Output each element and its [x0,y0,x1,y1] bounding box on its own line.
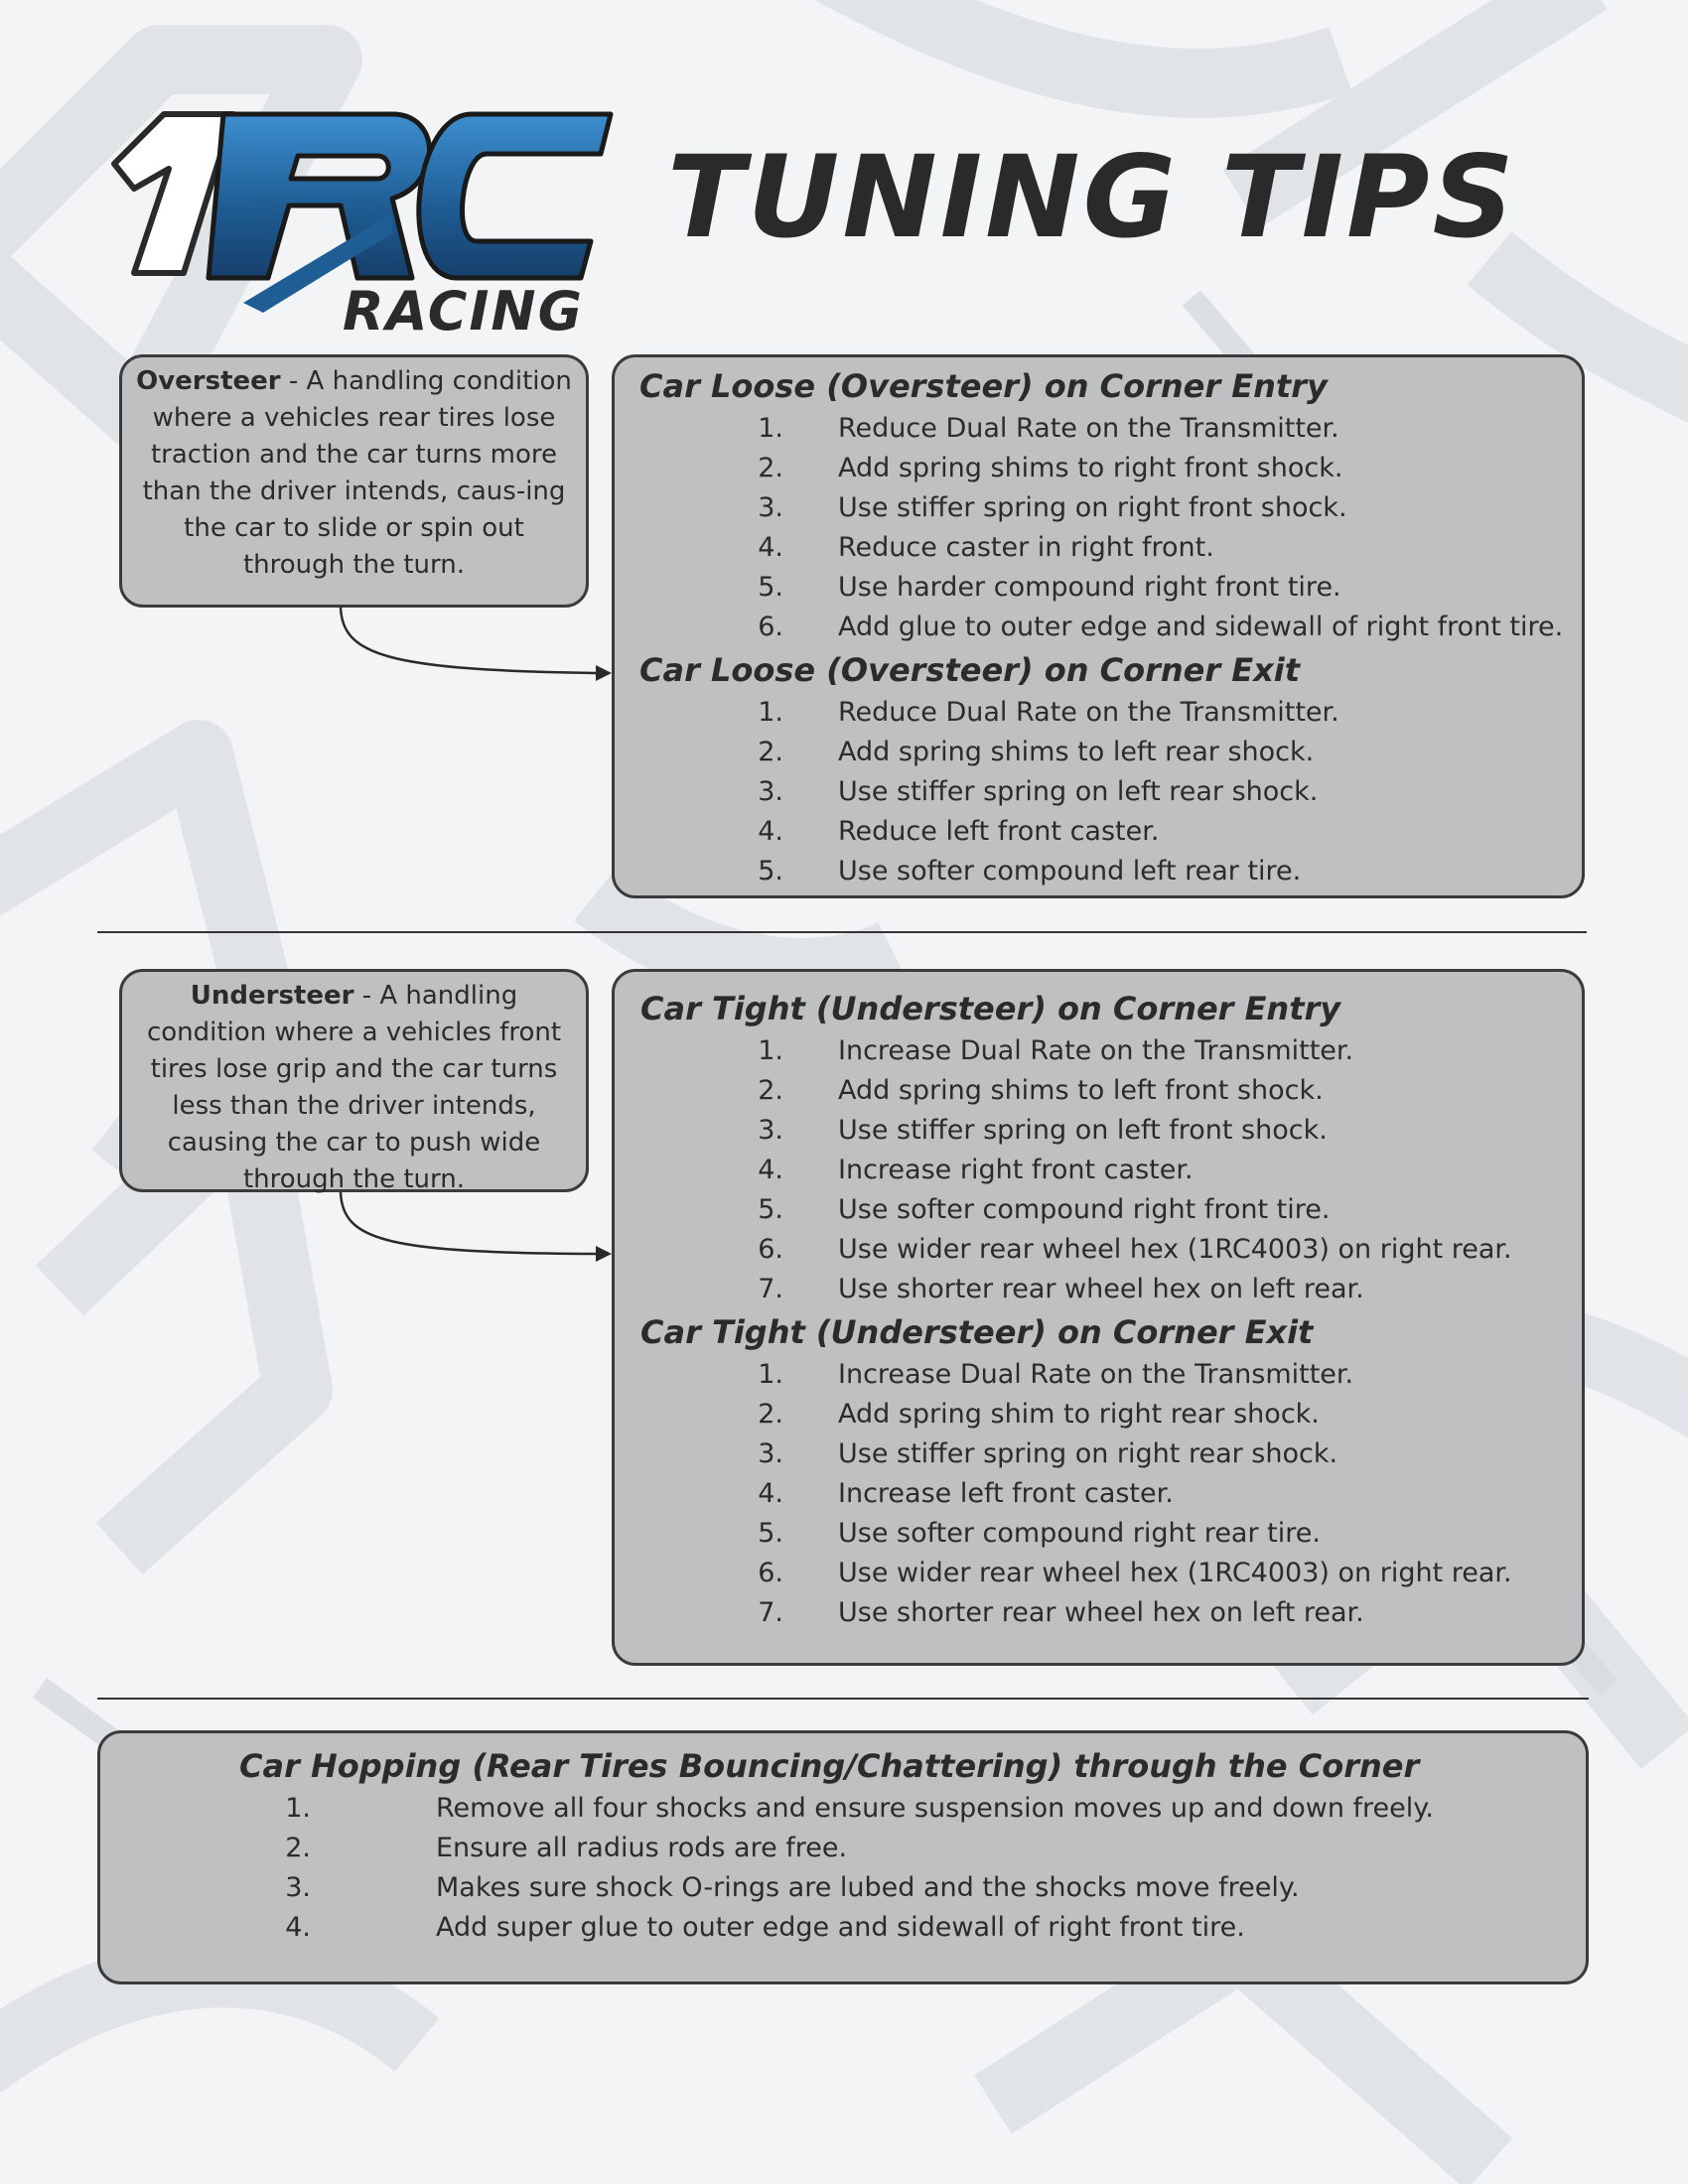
oversteer-exit-steps [615,693,1588,891]
list-item [615,1355,1588,1395]
understeer-entry-section [640,988,1340,1029]
step-text: Use stiffer spring on right front shock. [838,492,1347,523]
step-text: Add spring shims to left rear shock. [838,737,1315,767]
step-number: 3. [758,492,783,523]
understeer-definition-text: - A handling condition where a vehicles front tires lose grip and the car turns less than the driver intends, causing the car to push wide through the turn. [146,981,562,1194]
step-text: Use wider rear wheel hex (1RC4003) on right rear. [838,1558,1512,1588]
understeer-exit-steps [615,1355,1588,1633]
list-item [615,1031,1588,1071]
step-number: 1. [285,1793,311,1824]
step-text: Add spring shims to left front shock. [838,1075,1324,1106]
understeer-term: Understeer [190,981,354,1011]
step-text: Ensure all radius rods are free. [436,1833,848,1863]
section-title: Car Tight (Understeer) on Corner Exit [640,1313,1314,1351]
step-text: Add spring shims to right front shock. [838,453,1343,483]
step-number: 5. [758,1518,783,1549]
list-item [615,528,1588,568]
step-number: 4. [758,1478,783,1509]
step-number: 3. [758,1438,783,1469]
list-item [100,1829,1592,1868]
step-text: Use wider rear wheel hex (1RC4003) on right rear. [838,1234,1512,1265]
list-item [100,1789,1592,1829]
step-number: 7. [758,1597,783,1628]
step-text: Use stiffer spring on left rear shock. [838,776,1319,807]
section-title: Car Hopping (Rear Tires Bouncing/Chattering) through the Corner [239,1747,1420,1785]
understeer-definition [122,972,586,1198]
step-number: 2. [285,1833,311,1863]
list-item [615,1151,1588,1190]
list-item [615,1474,1588,1514]
oversteer-exit-section [639,649,1300,691]
step-number: 1. [758,413,783,444]
step-number: 5. [758,1194,783,1225]
step-number: 2. [758,453,783,483]
oversteer-entry-steps [615,409,1588,647]
oversteer-term: Oversteer [136,366,281,396]
step-text: Increase left front caster. [838,1478,1174,1509]
step-text: Add glue to outer edge and sidewall of right front tire. [838,612,1564,642]
step-text: Reduce Dual Rate on the Transmitter. [838,697,1339,728]
list-item [615,1395,1588,1434]
list-item [615,568,1588,608]
list-item [615,1111,1588,1151]
step-text: Makes sure shock O-rings are lubed and the shocks move freely. [436,1872,1300,1903]
oversteer-tips-box [612,354,1585,898]
logo-racing-text: RACING [343,280,584,342]
hopping-tips-box [97,1730,1589,1984]
understeer-definition-box [119,969,589,1192]
list-item [615,1554,1588,1593]
step-number: 3. [758,1115,783,1146]
list-item [615,488,1588,528]
step-number: 4. [758,816,783,847]
hopping-section [239,1745,1419,1787]
list-item [615,1593,1588,1633]
step-number: 5. [758,856,783,887]
step-number: 3. [758,776,783,807]
step-number: 6. [758,612,783,642]
step-text: Add spring shim to right rear shock. [838,1399,1320,1430]
step-text: Use softer compound left rear tire. [838,856,1302,887]
step-text: Use shorter rear wheel hex on left rear. [838,1597,1364,1628]
oversteer-definition [122,357,586,584]
step-number: 1. [758,1359,783,1390]
list-item [100,1868,1592,1908]
section-title: Car Loose (Oversteer) on Corner Entry [639,367,1328,405]
step-text: Increase right front caster. [838,1155,1194,1185]
list-item [615,1230,1588,1270]
understeer-entry-steps [615,1031,1588,1309]
oversteer-definition-box [119,354,589,608]
section-title: Car Loose (Oversteer) on Corner Exit [639,651,1301,689]
list-item [615,1270,1588,1309]
step-number: 5. [758,572,783,603]
understeer-exit-section [640,1311,1313,1353]
step-text: Use stiffer spring on right rear shock. [838,1438,1338,1469]
oversteer-entry-section [639,365,1328,407]
step-text: Add super glue to outer edge and sidewall of right front tire. [436,1912,1245,1943]
section-divider [97,931,1587,933]
page-title: TUNING TIPS [667,131,1517,263]
step-number: 6. [758,1558,783,1588]
step-text: Increase Dual Rate on the Transmitter. [838,1035,1354,1066]
step-number: 4. [758,1155,783,1185]
list-item [615,608,1588,647]
step-number: 7. [758,1274,783,1304]
list-item [615,409,1588,449]
step-number: 1. [758,1035,783,1066]
list-item [615,1434,1588,1474]
step-text: Use harder compound right front tire. [838,572,1341,603]
step-text: Reduce caster in right front. [838,532,1214,563]
oversteer-definition-text: - A handling condition where a vehicles rear tires lose traction and the car turns more than the driver intends, caus-ing the car to slide or spin out through the turn. [142,366,572,580]
understeer-tips-box [612,969,1585,1666]
list-item [615,852,1588,891]
step-text: Increase Dual Rate on the Transmitter. [838,1359,1354,1390]
list-item [100,1908,1592,1948]
step-text: Remove all four shocks and ensure suspension moves up and down freely. [436,1793,1434,1824]
step-text: Reduce left front caster. [838,816,1160,847]
step-number: 2. [758,1075,783,1106]
step-text: Use softer compound right front tire. [838,1194,1331,1225]
section-divider [97,1698,1589,1700]
step-text: Use stiffer spring on left front shock. [838,1115,1328,1146]
list-item [615,733,1588,772]
step-number: 1. [758,697,783,728]
list-item [615,693,1588,733]
section-title: Car Tight (Understeer) on Corner Entry [640,990,1341,1027]
hopping-steps [100,1789,1592,1948]
brand-logo [94,94,650,352]
list-item [615,449,1588,488]
step-number: 6. [758,1234,783,1265]
step-text: Use softer compound right rear tire. [838,1518,1321,1549]
step-number: 2. [758,1399,783,1430]
step-text: Reduce Dual Rate on the Transmitter. [838,413,1339,444]
step-number: 3. [285,1872,311,1903]
list-item [615,1190,1588,1230]
step-number: 2. [758,737,783,767]
list-item [615,812,1588,852]
step-number: 4. [285,1912,311,1943]
list-item [615,1071,1588,1111]
list-item [615,772,1588,812]
step-text: Use shorter rear wheel hex on left rear. [838,1274,1364,1304]
list-item [615,1514,1588,1554]
step-number: 4. [758,532,783,563]
